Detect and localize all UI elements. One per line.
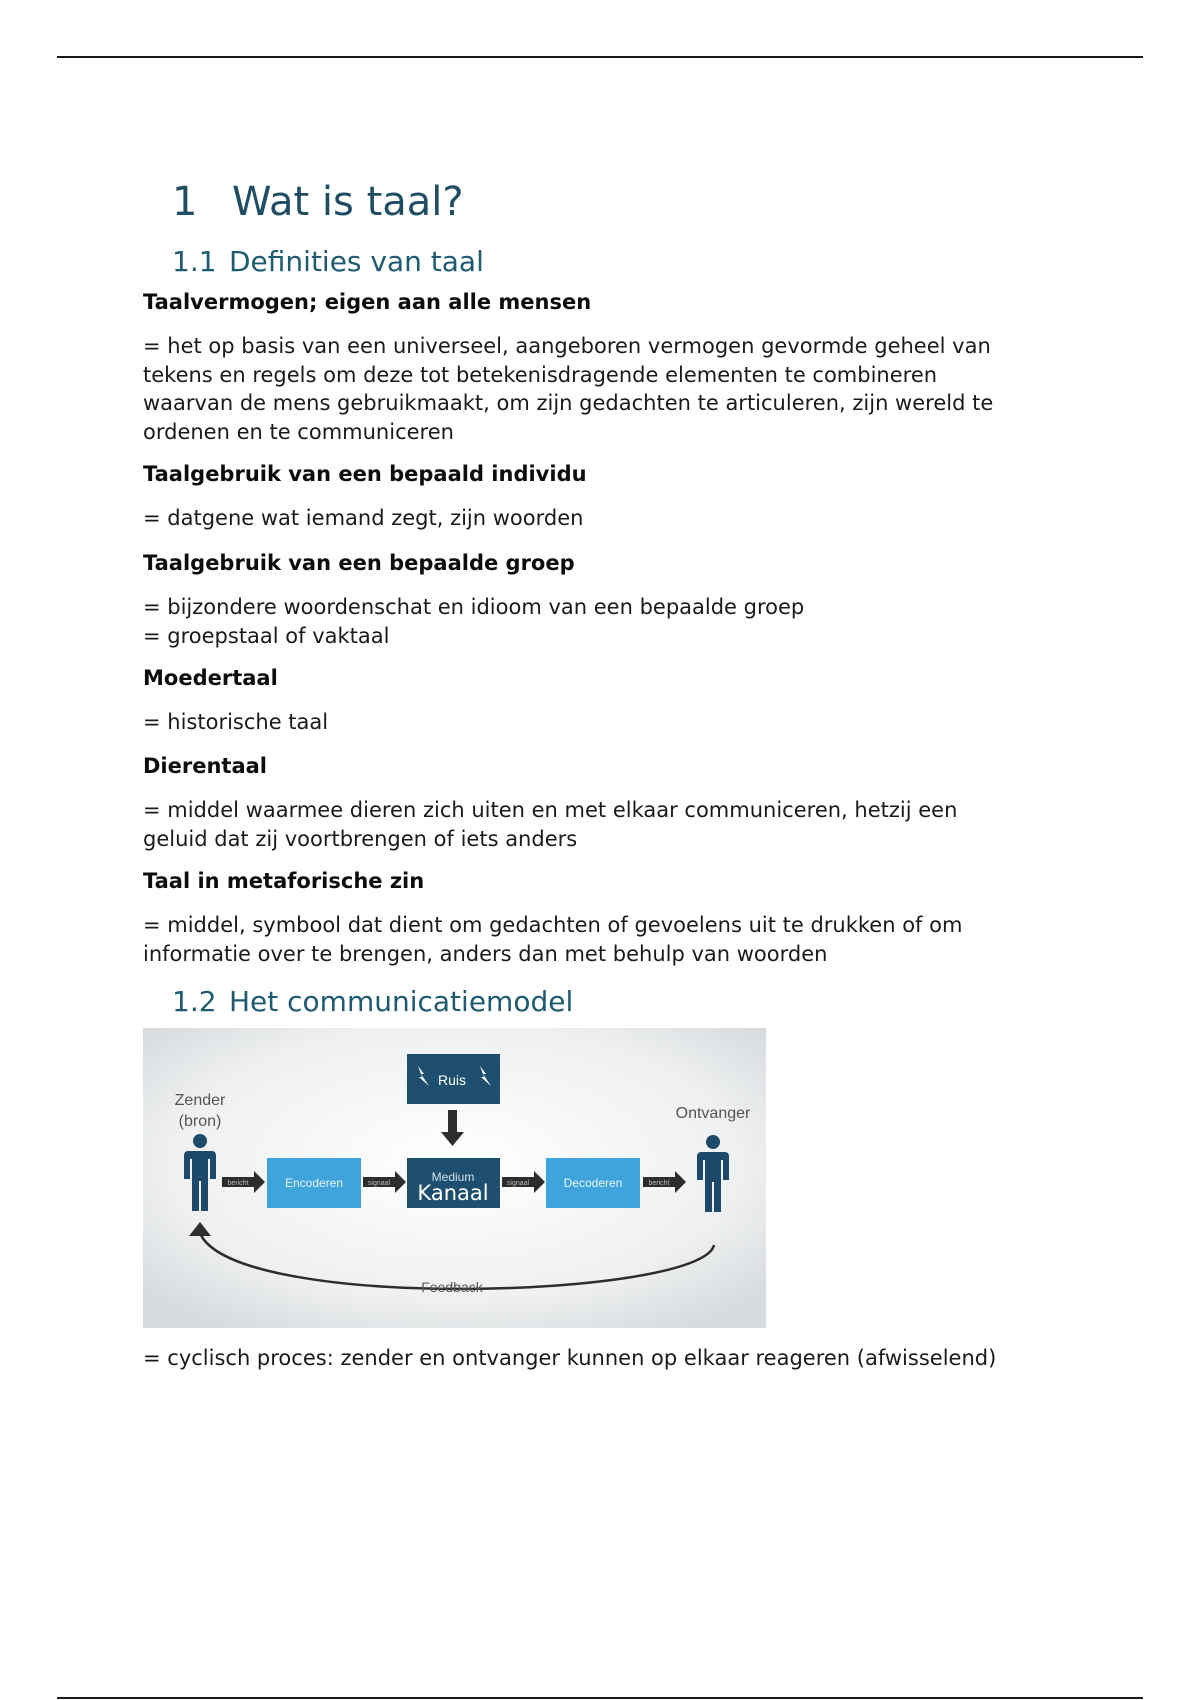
definition-text: [143, 504, 1073, 533]
arrow-message-label: bericht: [227, 1180, 249, 1187]
definition-line: = het op basis van een universeel, aangeboren vermogen gevormde geheel van: [143, 334, 991, 358]
definition-line: = middel, symbool dat dient om gedachten of gevoelens uit te drukken of om: [143, 913, 963, 937]
definition-line: = datgene wat iemand zegt, zijn woorden: [143, 506, 584, 530]
definition-text: [143, 593, 1073, 650]
feedback-label: Feedback: [421, 1279, 483, 1295]
definition-term: Moedertaal: [143, 666, 278, 690]
receiver-label: Ontvanger: [675, 1105, 751, 1122]
definition-term: Dierentaal: [143, 754, 268, 778]
definition-text: [143, 796, 1073, 853]
section-heading-definitions: [172, 244, 484, 280]
noise-label: Ruis: [437, 1072, 467, 1088]
section-title: Het communicatiemodel: [229, 985, 574, 1018]
conclusion-text: = cyclisch proces: zender en ontvanger kunnen op elkaar reageren (afwisselend): [143, 1346, 997, 1370]
definition-line: = bijzondere woordenschat en idioom van een bepaalde groep: [143, 595, 805, 619]
channel-label: Kanaal: [417, 1181, 489, 1205]
definition-term: Taalgebruik van een bepaalde groep: [143, 551, 575, 575]
chapter-title: Wat is taal?: [232, 179, 464, 225]
section-heading-communication-model: [172, 984, 573, 1020]
definition-term: Taalvermogen; eigen aan alle mensen: [143, 290, 592, 314]
definition-term: Taalgebruik van een bepaald individu: [143, 462, 587, 486]
section-title: Definities van taal: [229, 245, 484, 278]
definition-term: Taal in metaforische zin: [143, 869, 425, 893]
sender-sublabel: (bron): [178, 1113, 222, 1130]
definition-line: tekens en regels om deze tot betekenisdragende elementen te combineren: [143, 362, 938, 387]
medium-label: Medium: [431, 1170, 475, 1184]
definition-text: [143, 332, 1073, 446]
arrow-signal-label: signaal: [506, 1180, 530, 1187]
definition-text: [143, 911, 1073, 968]
definition-line: = groepstaal of vaktaal: [143, 623, 390, 648]
section-number: 1.2: [172, 985, 217, 1018]
definition-line: waarvan de mens gebruikmaakt, om zijn gedachten te articuleren, zijn wereld te: [143, 391, 994, 415]
definition-line: ordenen en te communiceren: [143, 419, 454, 444]
arrow-message-label: bericht: [648, 1180, 670, 1187]
definition-text: [143, 708, 1073, 737]
header-rule: [57, 56, 1143, 58]
decoder-label: Decoderen: [563, 1176, 623, 1190]
footer-rule: [57, 1697, 1143, 1699]
definition-line: geluid dat zij voortbrengen of iets anders: [143, 826, 578, 851]
chapter-heading: [172, 176, 464, 228]
encoder-label: Encoderen: [284, 1176, 344, 1190]
communication-model-diagram: [143, 1028, 766, 1328]
arrow-signal-label: signaal: [367, 1180, 391, 1187]
section-number: 1.1: [172, 245, 217, 278]
chapter-number: 1: [172, 179, 198, 225]
definition-line: = middel waarmee dieren zich uiten en met elkaar communiceren, hetzij een: [143, 798, 958, 822]
definition-line: informatie over te brengen, anders dan met behulp van woorden: [143, 941, 828, 966]
sender-label: Zender: [174, 1092, 226, 1109]
definition-line: = historische taal: [143, 710, 329, 734]
